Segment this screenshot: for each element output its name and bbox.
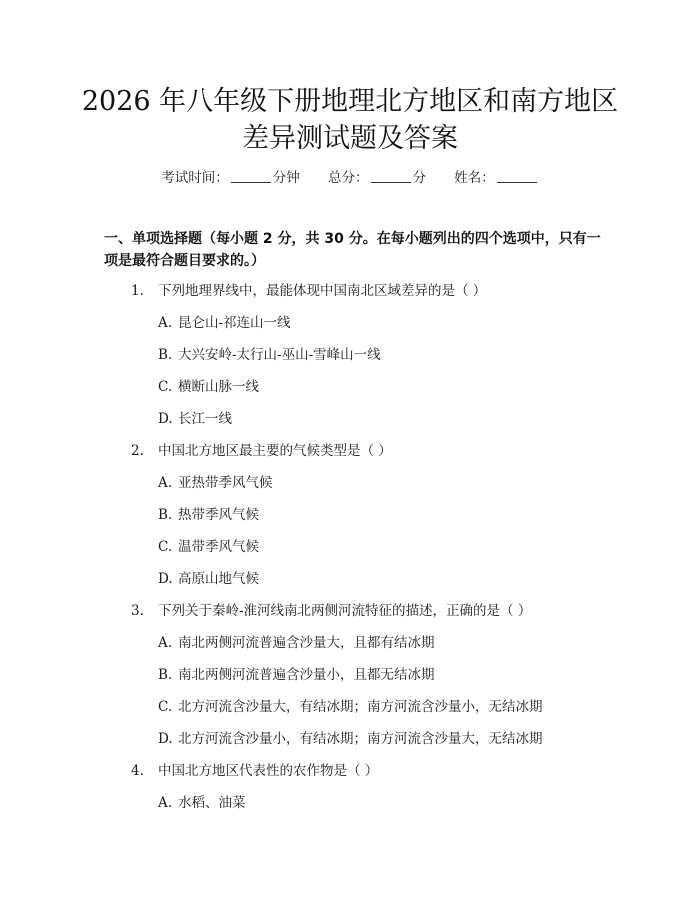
- question-1-option-b: [158, 345, 381, 365]
- question-1: [131, 281, 486, 301]
- question-3-option-d: [158, 729, 543, 749]
- option-letter: D.: [158, 411, 173, 427]
- question-3: [131, 601, 531, 621]
- question-number: 2.: [131, 443, 144, 459]
- question-2-option-b: [158, 505, 259, 525]
- option-letter: A.: [158, 795, 173, 811]
- option-text: 横断山脉一线: [178, 379, 259, 395]
- question-text: 下列关于秦岭-淮河线南北两侧河流特征的描述，正确的是（ ）: [158, 603, 532, 619]
- option-text: 亚热带季风气候: [178, 475, 273, 491]
- exam-time-unit: 分钟: [272, 170, 300, 186]
- question-number: 4.: [131, 763, 144, 779]
- exam-score-blank: [371, 169, 411, 183]
- option-text: 南北两侧河流普遍含沙量大，且都有结冰期: [178, 635, 435, 651]
- option-text: 温带季风气候: [178, 539, 259, 555]
- exam-score-label: 总分：: [328, 170, 369, 186]
- option-letter: A.: [158, 315, 173, 331]
- question-number: 3.: [131, 603, 144, 619]
- exam-time-label: 考试时间：: [161, 170, 229, 186]
- question-2: [131, 441, 392, 461]
- option-letter: C.: [158, 379, 173, 395]
- question-1-option-a: [158, 313, 291, 333]
- option-text: 高原山地气候: [178, 571, 259, 587]
- exam-score-unit: 分: [412, 170, 426, 186]
- option-letter: C.: [158, 539, 173, 555]
- option-letter: A.: [158, 475, 173, 491]
- section-heading: 一、单项选择题（每小题 2 分，共 30 分。在每小题列出的四个选项中，只有一项是最符合题目要求的。）: [104, 231, 601, 269]
- exam-time-blank: [231, 169, 271, 183]
- question-2-option-d: [158, 569, 259, 589]
- exam-name: [454, 168, 539, 188]
- question-text: 下列地理界线中，最能体现中国南北区域差异的是（ ）: [158, 283, 487, 299]
- document-title-line1: 2026 年八年级下册地理北方地区和南方地区: [81, 86, 619, 117]
- question-3-option-c: [158, 697, 543, 717]
- option-letter: B.: [158, 347, 173, 363]
- question-2-option-a: [158, 473, 273, 493]
- question-4-option-a: [158, 793, 246, 813]
- option-text: 北方河流含沙量小，有结冰期；南方河流含沙量大，无结冰期: [178, 731, 543, 747]
- option-text: 热带季风气候: [178, 507, 259, 523]
- option-text: 水稻、油菜: [178, 795, 246, 811]
- option-text: 昆仑山-祁连山一线: [178, 315, 291, 331]
- question-number: 1.: [131, 283, 144, 299]
- exam-name-label: 姓名：: [454, 170, 495, 186]
- exam-name-blank: [497, 169, 537, 183]
- document-title-line2: 差异测试题及答案: [242, 123, 458, 154]
- option-letter: D.: [158, 731, 173, 747]
- option-letter: B.: [158, 667, 173, 683]
- exam-time: [161, 168, 300, 188]
- option-letter: C.: [158, 699, 173, 715]
- exam-score: [328, 168, 426, 188]
- option-text: 大兴安岭-太行山-巫山-雪峰山一线: [178, 347, 381, 363]
- question-text: 中国北方地区最主要的气候类型是（ ）: [158, 443, 392, 459]
- option-text: 北方河流含沙量大，有结冰期；南方河流含沙量小，无结冰期: [178, 699, 543, 715]
- question-1-option-d: [158, 409, 232, 429]
- option-letter: D.: [158, 571, 173, 587]
- option-letter: B.: [158, 507, 173, 523]
- question-text: 中国北方地区代表性的农作物是（ ）: [158, 763, 379, 779]
- question-1-option-c: [158, 377, 259, 397]
- question-2-option-c: [158, 537, 259, 557]
- question-3-option-b: [158, 665, 435, 685]
- question-3-option-a: [158, 633, 435, 653]
- question-4: [131, 761, 378, 781]
- option-text: 长江一线: [178, 411, 232, 427]
- option-letter: A.: [158, 635, 173, 651]
- exam-meta: [0, 168, 700, 188]
- option-text: 南北两侧河流普遍含沙量小，且都无结冰期: [178, 667, 435, 683]
